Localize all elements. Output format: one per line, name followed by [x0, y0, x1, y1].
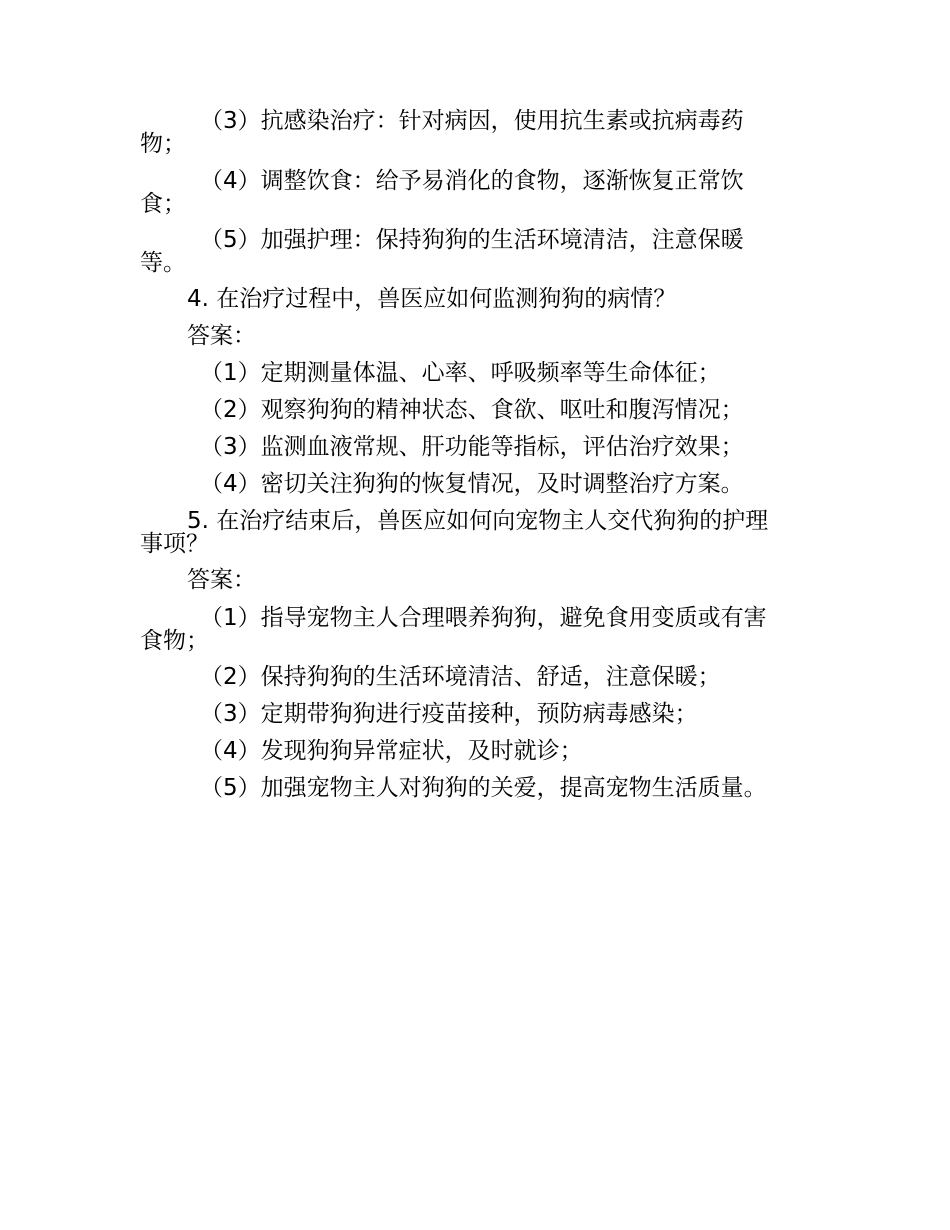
q4-answer-label: 答案：: [187, 323, 256, 349]
q5-question-line2: 事项？: [140, 531, 209, 557]
q3-item-3-line2: 物；: [140, 131, 186, 157]
q5-item-3: （3）定期带狗狗进行疫苗接种，预防病毒感染；: [200, 701, 698, 727]
q3-item-3-line1: （3）抗感染治疗：针对病因，使用抗生素或抗病毒药: [200, 108, 744, 134]
q5-item-1-line1: （1）指导宠物主人合理喂养狗狗，避免食用变质或有害: [200, 605, 767, 631]
q3-item-5-line1: （5）加强护理：保持狗狗的生活环境清洁，注意保暖: [200, 227, 744, 253]
q5-question-line1: 5. 在治疗结束后，兽医应如何向宠物主人交代狗狗的护理: [187, 508, 769, 534]
q3-item-5-line2: 等。: [140, 250, 186, 276]
q4-question: 4. 在治疗过程中，兽医应如何监测狗狗的病情？: [187, 286, 677, 312]
q5-item-1-line2: 食物；: [140, 628, 209, 654]
q3-item-4-line2: 食；: [140, 191, 186, 217]
q5-item-5: （5）加强宠物主人对狗狗的关爱，提高宠物生活质量。: [200, 775, 767, 801]
q5-item-2: （2）保持狗狗的生活环境清洁、舒适，注意保暖；: [200, 664, 721, 690]
q4-item-1: （1）定期测量体温、心率、呼吸频率等生命体征；: [200, 360, 721, 386]
q4-item-4: （4）密切关注狗狗的恢复情况，及时调整治疗方案。: [200, 471, 744, 497]
q4-item-2: （2）观察狗狗的精神状态、食欲、呕吐和腹泻情况；: [200, 397, 744, 423]
q3-item-4-line1: （4）调整饮食：给予易消化的食物，逐渐恢复正常饮: [200, 168, 744, 194]
q4-item-3: （3）监测血液常规、肝功能等指标，评估治疗效果；: [200, 434, 744, 460]
q5-answer-label: 答案：: [187, 567, 256, 593]
q5-item-4: （4）发现狗狗异常症状，及时就诊；: [200, 738, 583, 764]
